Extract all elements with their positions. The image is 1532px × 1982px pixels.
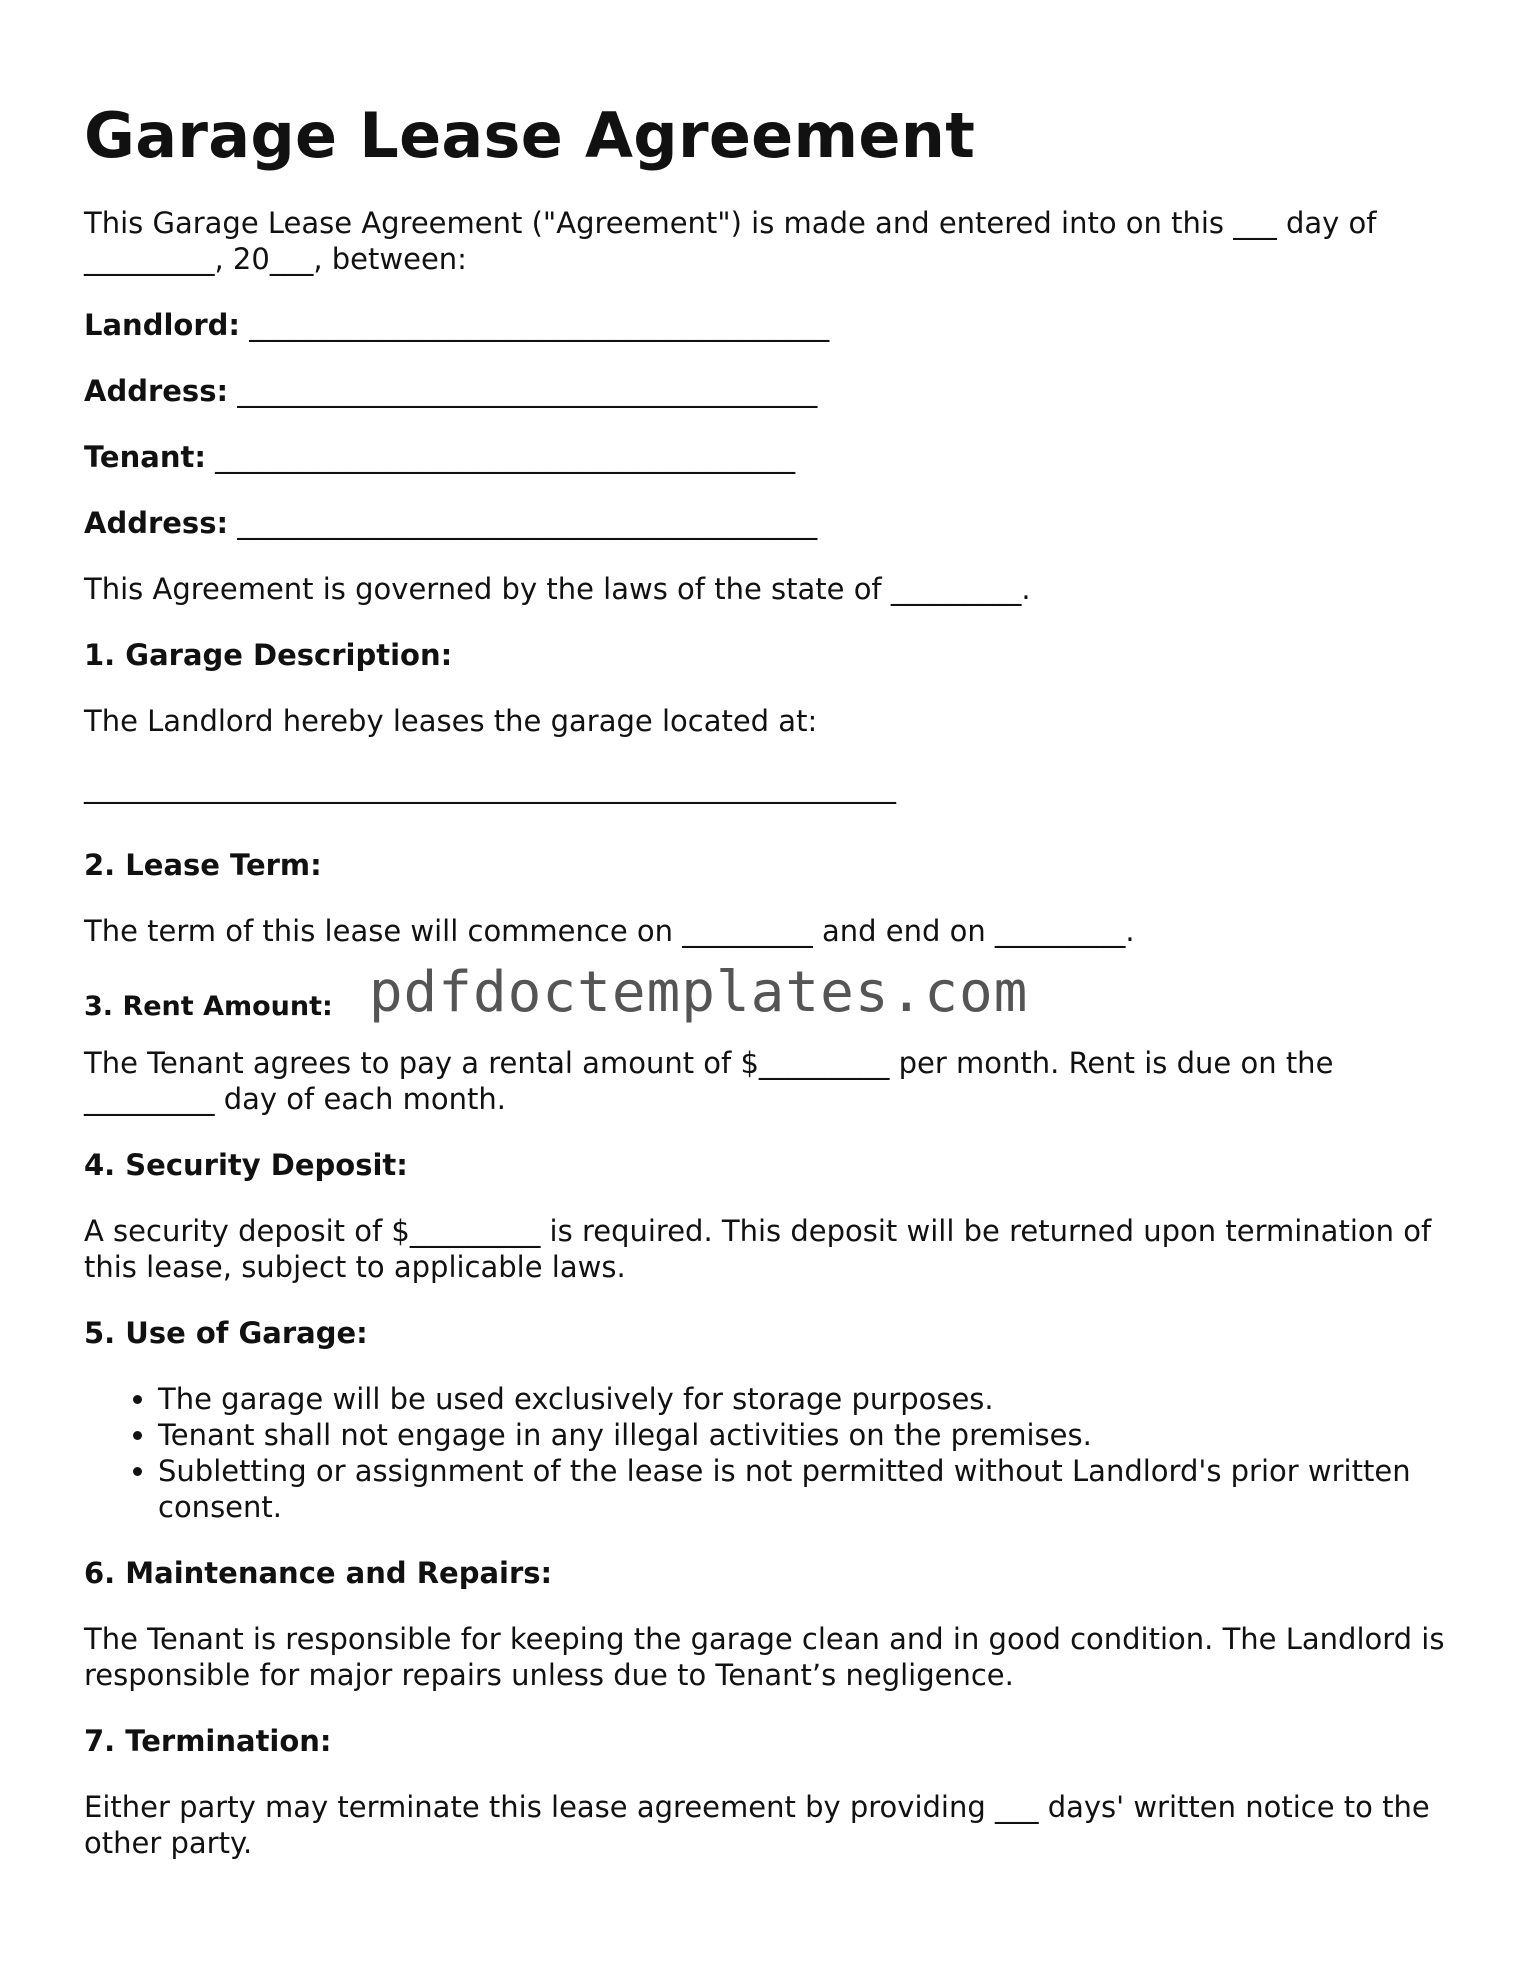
use-of-garage-list	[84, 1381, 1454, 1525]
security-deposit-text: A security deposit of $_________ is required. This deposit will be returned upon termination of this lease, subject to applicable laws.	[84, 1214, 1432, 1285]
section-heading-lease-term: 2. Lease Term:	[84, 848, 322, 883]
termination-text: Either party may terminate this lease agreement by providing ___ days' written notice to the other party.	[84, 1790, 1430, 1861]
landlord-field	[84, 307, 1454, 343]
landlord-address-blank: ________________________________________	[237, 374, 818, 409]
list-item: • The garage will be used exclusively for storage purposes.	[158, 1381, 1454, 1417]
tenant-label: Tenant:	[84, 440, 206, 475]
section-heading-maintenance: 6. Maintenance and Repairs:	[84, 1556, 553, 1591]
landlord-blank: ________________________________________	[249, 308, 830, 343]
tenant-field	[84, 439, 1454, 475]
section-heading-rent-amount: 3. Rent Amount:	[84, 991, 333, 1023]
intro-paragraph: This Garage Lease Agreement ("Agreement") is made and entered into on this ___ day of _________, 20___, between:	[84, 206, 1377, 277]
garage-description-text: The Landlord hereby leases the garage located at:	[84, 704, 818, 739]
tenant-address-blank: ________________________________________	[237, 506, 818, 541]
landlord-address-label: Address:	[84, 374, 229, 409]
list-item: • Tenant shall not engage in any illegal activities on the premises.	[158, 1417, 1454, 1453]
section-heading-use-of-garage: 5. Use of Garage:	[84, 1316, 368, 1351]
document-title: Garage Lease Agreement	[84, 99, 976, 172]
garage-address-blank: ________________________________________________________	[84, 770, 896, 805]
landlord-label: Landlord:	[84, 308, 240, 343]
lease-term-text: The term of this lease will commence on _________ and end on _________.	[84, 914, 1135, 949]
section-heading-garage-description: 1. Garage Description:	[84, 638, 453, 673]
section-heading-security-deposit: 4. Security Deposit:	[84, 1148, 408, 1183]
watermark-text: pdfdoctemplates.com	[368, 960, 1029, 1026]
list-item: • Subletting or assignment of the lease is not permitted without Landlord's prior written consent.	[158, 1453, 1454, 1525]
tenant-blank: ________________________________________	[215, 440, 796, 475]
tenant-address-field	[84, 505, 1454, 541]
section-heading-termination: 7. Termination:	[84, 1724, 332, 1759]
document-page	[84, 100, 1454, 1891]
maintenance-text: The Tenant is responsible for keeping the garage clean and in good condition. The Landlord is responsible for major repairs unless due to Tenant’s negligence.	[84, 1622, 1445, 1693]
rent-heading-row	[84, 960, 1454, 1026]
governing-law-paragraph: This Agreement is governed by the laws of the state of _________.	[84, 572, 1031, 607]
landlord-address-field	[84, 373, 1454, 409]
rent-amount-text: The Tenant agrees to pay a rental amount of $_________ per month. Rent is due on the _________ day of each month.	[84, 1046, 1334, 1117]
tenant-address-label: Address:	[84, 506, 229, 541]
